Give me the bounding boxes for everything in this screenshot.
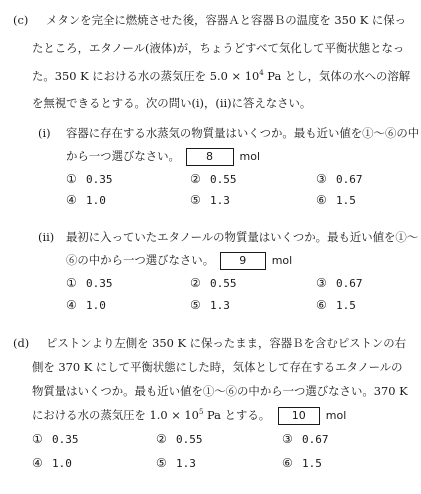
question-ii-line-2-text: ⑥の中から一つ選びなさい。 <box>66 253 215 267</box>
question-i-line-1: 容器に存在する水蒸気の物質量はいくつか。最も近い値を①～⑥の中 <box>66 126 420 140</box>
part-d-line-4 <box>32 407 346 425</box>
option-number: ② <box>190 276 201 290</box>
part-d-line-2: 側を 370 K にして平衡状態にした時，気体として存在するエタノールの <box>32 360 403 374</box>
option-value: 0.55 <box>176 433 203 446</box>
option-2[interactable] <box>156 432 203 447</box>
option-number: ⑤ <box>190 193 201 207</box>
part-c-line-3 <box>32 69 410 83</box>
option-3[interactable] <box>316 172 363 187</box>
option-value: 0.35 <box>52 433 79 446</box>
question-i-line-2 <box>66 148 260 166</box>
part-d-exponent: 5 <box>198 408 204 416</box>
option-number: ④ <box>66 298 77 312</box>
option-number: ⑥ <box>316 298 327 312</box>
option-value: 0.35 <box>86 277 113 290</box>
option-value: 1.5 <box>302 457 322 470</box>
answer-box-8[interactable]: 8 <box>186 148 234 166</box>
option-number: ⑤ <box>190 298 201 312</box>
part-c-line-3-head: た。350 K における水の蒸気圧を 5.0 × 10 <box>32 69 260 83</box>
option-number: ③ <box>316 172 327 186</box>
option-value: 0.67 <box>336 277 363 290</box>
question-ii-line-1: 最初に入っていたエタノールの物質量はいくつか。最も近い値を①～ <box>66 230 419 244</box>
option-value: 0.55 <box>210 277 237 290</box>
option-value: 0.55 <box>210 173 237 186</box>
option-4[interactable] <box>66 193 106 208</box>
option-1[interactable] <box>66 276 113 291</box>
option-value: 1.0 <box>86 194 106 207</box>
option-5[interactable] <box>190 193 230 208</box>
option-1[interactable] <box>66 172 113 187</box>
part-d-unit: mol <box>325 409 347 422</box>
option-value: 0.35 <box>86 173 113 186</box>
part-d-line-3: 物質量はいくつか。最も近い値を①～⑥の中から一つ選びなさい。370 K <box>32 384 408 398</box>
option-6[interactable] <box>316 298 356 313</box>
option-3[interactable] <box>316 276 363 291</box>
option-number: ① <box>66 172 77 186</box>
question-ii-label: (ⅱ) <box>38 230 55 244</box>
option-number: ④ <box>66 193 77 207</box>
option-number: ③ <box>316 276 327 290</box>
option-value: 1.5 <box>336 194 356 207</box>
option-value: 1.3 <box>176 457 196 470</box>
option-number: ④ <box>32 456 43 470</box>
question-i-line-2-text: から一つ選びなさい。 <box>66 149 180 163</box>
option-number: ③ <box>282 432 293 446</box>
option-number: ① <box>32 432 43 446</box>
option-value: 1.3 <box>210 194 230 207</box>
part-c-label: (c) <box>13 13 29 27</box>
option-number: ⑥ <box>316 193 327 207</box>
option-4[interactable] <box>32 456 72 471</box>
option-number: ① <box>66 276 77 290</box>
part-d-line-1: ピストンより左側を 350 K に保ったまま，容器Ｂを含むピストンの右 <box>46 336 407 350</box>
part-c-exponent: 4 <box>259 69 264 77</box>
option-5[interactable] <box>190 298 230 313</box>
answer-box-10[interactable]: 10 <box>278 407 320 425</box>
option-number: ② <box>156 432 167 446</box>
option-6[interactable] <box>282 456 322 471</box>
question-ii-unit: mol <box>271 254 293 267</box>
part-d-line-4-head: における水の蒸気圧を 1.0 × 10 <box>32 408 199 422</box>
part-c-line-3-tail: Pa とし，気体の水への溶解 <box>263 69 411 83</box>
part-c-line-2: たところ，エタノール(液体)が，ちょうどすべて気化して平衡状態となっ <box>32 41 405 55</box>
option-number: ⑤ <box>156 456 167 470</box>
option-number: ② <box>190 172 201 186</box>
option-4[interactable] <box>66 298 106 313</box>
option-value: 0.67 <box>302 433 329 446</box>
option-value: 1.0 <box>86 299 106 312</box>
question-i-label: (ⅰ) <box>38 126 51 140</box>
part-d-label: (d) <box>13 336 30 350</box>
option-6[interactable] <box>316 193 356 208</box>
option-value: 1.3 <box>210 299 230 312</box>
answer-box-9[interactable]: 9 <box>220 252 266 270</box>
option-1[interactable] <box>32 432 79 447</box>
option-value: 1.5 <box>336 299 356 312</box>
option-value: 0.67 <box>336 173 363 186</box>
part-d-line-4-tail: Pa とする。 <box>203 408 271 422</box>
option-2[interactable] <box>190 276 237 291</box>
question-i-unit: mol <box>239 150 261 163</box>
part-c-line-4: を無視できるとする。次の問い(ⅰ)，(ⅱ)に答えなさい。 <box>32 96 312 110</box>
part-c-line-1: メタンを完全に燃焼させた後，容器Ａと容器Ｂの温度を 350 K に保っ <box>46 13 407 27</box>
option-5[interactable] <box>156 456 196 471</box>
option-value: 1.0 <box>52 457 72 470</box>
question-ii-line-2 <box>66 252 292 270</box>
option-3[interactable] <box>282 432 329 447</box>
option-2[interactable] <box>190 172 237 187</box>
option-number: ⑥ <box>282 456 293 470</box>
